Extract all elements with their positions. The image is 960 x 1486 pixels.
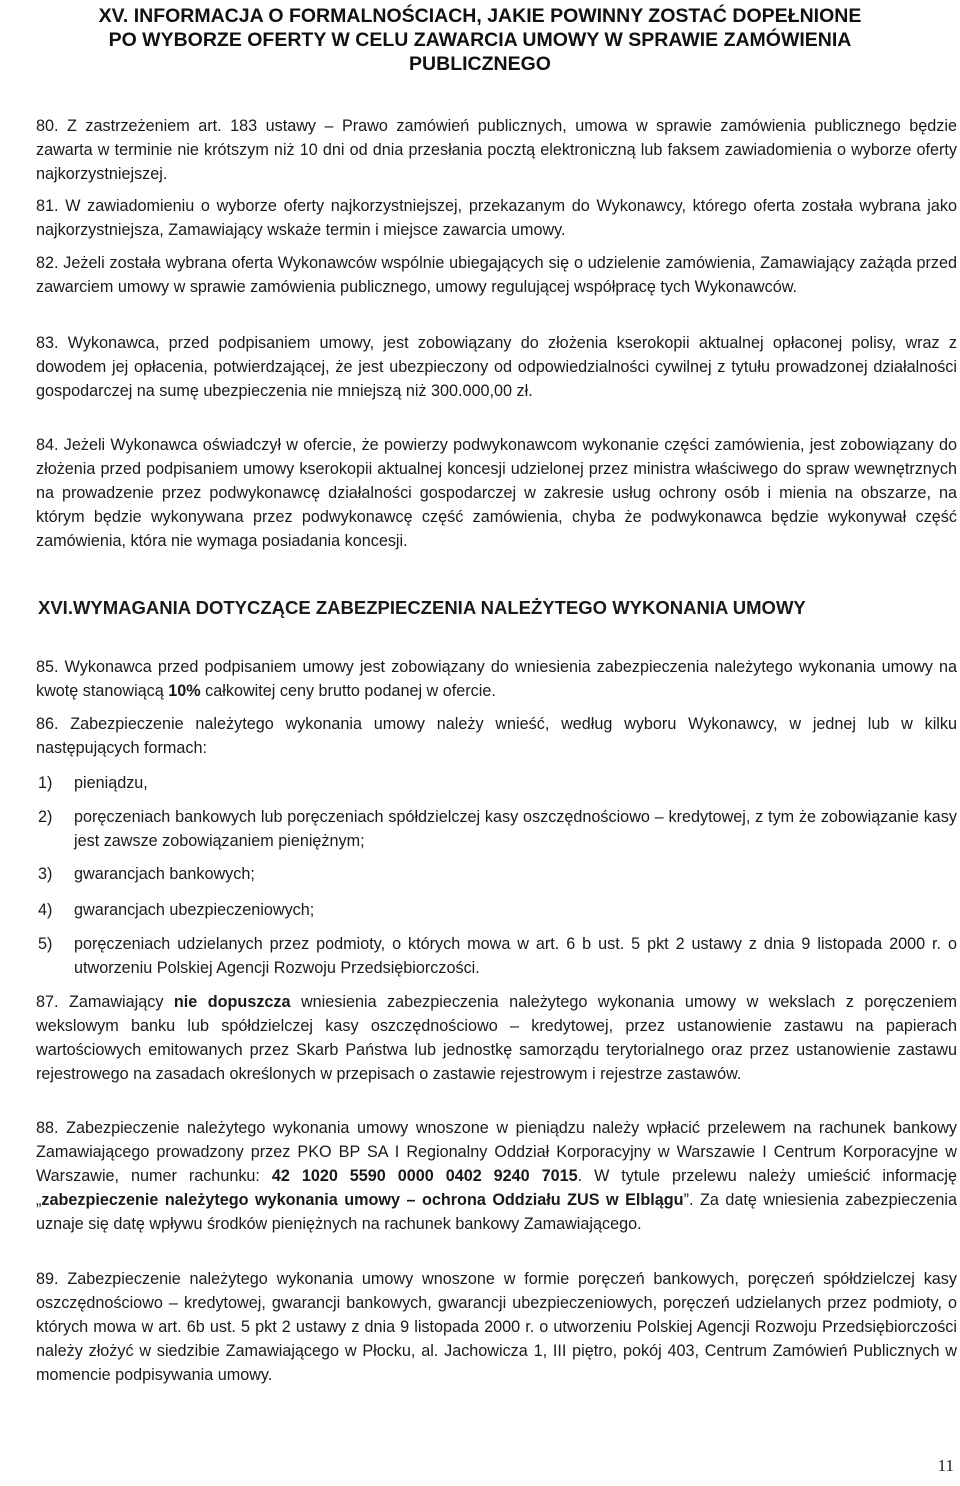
paragraph-89-text: 89. Zabezpieczenie należytego wykonania umowy wnoszone w formie poręczeń bankowych, poręczeń spółdzielczej kasy oszczędnościowo – kredytowej, gwarancji bankowych, gwarancji ubezpieczeniowych, poręczeń udzielanych przez podmioty, o których mowa w art. 6b ust. 5 pkt 2 ustawy z dnia 9 listopada 2000 r. o utworzeniu Polskiej Agencji Rozwoju Przedsiębiorczości należy złożyć w siedzibie Zamawiającego w Płocku, al. Jachowicza 1, III piętro, pokój 403, Centrum Zamówień Publicznych w momencie podpisywania umowy. <box>36 1270 957 1384</box>
paragraph-85-part-a: 85. Wykonawca przed podpisaniem umowy jest zobowiązany do wniesienia zabezpieczenia należytego wykonania umowy na kwotę stanowiącą <box>36 658 957 700</box>
paragraph-88 <box>36 1116 957 1236</box>
section-15-heading-line-1: XV. INFORMACJA O FORMALNOŚCIACH, JAKIE POWINNY ZOSTAĆ DOPEŁNIONE <box>98 5 862 27</box>
paragraph-82-text: 82. Jeżeli została wybrana oferta Wykonawców wspólnie ubiegających się o udzielenie zamówienia, Zamawiający zażąda przed zawarciem umowy w sprawie zamówienia publicznego, umowy regulującej współpracę tych Wykonawców. <box>36 254 957 296</box>
list-item <box>38 862 957 886</box>
paragraph-87-part-c: wniesienia zabezpieczenia należytego wykonania umowy w wekslach z poręczeniem wekslowym banku lub spółdzielczej kasy oszczędnościowo – kredytowej, przez ustanowienie zastawu na papierach wartościowych emitowanych przez Skarb Państwa lub jednostkę samorządu terytorialnego oraz przez ustanowienie zastawu rejestrowego na zasadach określonych w przepisach o zastawie rejestrowym i rejestrze zastawów. <box>36 993 958 1083</box>
paragraph-83 <box>36 331 957 403</box>
list-item-number: 5) <box>38 935 53 953</box>
paragraph-82 <box>36 251 957 299</box>
section-16-heading: XVI.WYMAGANIA DOTYCZĄCE ZABEZPIECZENIA NALEŻYTEGO WYKONANIA UMOWY <box>38 597 806 618</box>
paragraph-84-text: 84. Jeżeli Wykonawca oświadczył w ofercie, że powierzy podwykonawcom wykonanie części zamówienia, jest zobowiązany do złożenia przed podpisaniem umowy kserokopii aktualnej koncesji udzielonej przez ministra właściwego do spraw wewnętrznych na prowadzenie przez podwykonawcę działalności gospodarczej w zakresie usług ochrony osób i mienia na obszarze, na którym będzie wykonywana przez podwykonawcę część zamówienia, chyba że podwykonawca będzie wykonywał część zamówienia, która nie wymaga posiadania koncesji. <box>36 436 957 550</box>
list-item <box>38 898 957 922</box>
paragraph-83-text: 83. Wykonawca, przed podpisaniem umowy, jest zobowiązany do złożenia kserokopii aktualnej opłaconej polisy, wraz z dowodem jej opłacenia, potwierdzającej, że jest ubezpieczony od odpowiedzialności cywilnej z tytułu prowadzonej działalności gospodarczej na sumę ubezpieczenia nie mniejszą niż 300.000,00 zł. <box>36 334 957 400</box>
paragraph-88-part-a: 88. Zabezpieczenie należytego wykonania umowy wnoszone w pieniądzu należy wpłacić przelewem na rachunek bankowy Zamawiającego prowadzony przez PKO BP SA I Regionalny Oddział Korporacyjny w Warszawie I Centrum Korporacyjne w Warszawie, numer rachunku: <box>36 1119 957 1185</box>
list-item <box>38 932 957 980</box>
list-item-number: 4) <box>38 901 53 919</box>
paragraph-85-part-c: całkowitej ceny brutto podanej w ofercie. <box>200 682 496 700</box>
list-item-text: poręczeniach udzielanych przez podmioty, o których mowa w art. 6 b ust. 5 pkt 2 ustawy z dnia 9 listopada 2000 r. o utworzeniu Polskiej Agencji Rozwoju Przedsiębiorczości. <box>74 935 957 977</box>
list-item-number: 1) <box>38 774 53 792</box>
paragraph-87 <box>36 990 957 1086</box>
list-item-number: 3) <box>38 865 53 883</box>
paragraph-87-text <box>36 990 957 1086</box>
paragraph-85 <box>36 655 957 703</box>
paragraph-87-part-a: 87. Zamawiający <box>36 993 174 1011</box>
page-number: 11 <box>937 1456 954 1475</box>
paragraph-86 <box>36 712 957 760</box>
paragraph-88-account-number: 42 1020 5590 0000 0402 9240 7015 <box>271 1167 578 1185</box>
paragraph-84 <box>36 433 957 553</box>
list-item-text: pieniądzu, <box>74 774 148 792</box>
paragraph-81-text: 81. W zawiadomieniu o wyborze oferty najkorzystniejszej, przekazanym do Wykonawcy, którego oferta została wybrana jako najkorzystniejsza, Zamawiający wskaże termin i miejsce zawarcia umowy. <box>36 197 957 239</box>
paragraph-80-text: 80. Z zastrzeżeniem art. 183 ustawy – Prawo zamówień publicznych, umowa w sprawie zamówienia publicznego będzie zawarta w terminie nie krótszym niż 10 dni od dnia przesłania pocztą elektroniczną lub faksem zawiadomienia o wyborze oferty najkorzystniejszej. <box>36 117 957 183</box>
paragraph-87-emphasis: nie dopuszcza <box>173 993 291 1011</box>
list-item-text: gwarancjach bankowych; <box>74 865 255 883</box>
section-15-heading-line-3: PUBLICZNEGO <box>409 53 551 75</box>
paragraph-88-transfer-title: zabezpieczenie należytego wykonania umowy – ochrona Oddziału ZUS w Elblągu <box>41 1191 684 1209</box>
paragraph-81 <box>36 194 957 242</box>
list-item <box>38 805 957 853</box>
list-item-number: 2) <box>38 808 53 826</box>
list-item <box>38 771 957 795</box>
paragraph-85-text <box>36 655 957 703</box>
list-item-text: poręczeniach bankowych lub poręczeniach spółdzielczej kasy oszczędnościowo – kredytowej, z tym że zobowiązanie kasy jest zawsze zobowiązaniem pieniężnym; <box>74 808 957 850</box>
section-15-heading-line-2: PO WYBORZE OFERTY W CELU ZAWARCIA UMOWY W SPRAWIE ZAMÓWIENIA <box>108 29 852 51</box>
paragraph-89 <box>36 1267 957 1387</box>
paragraph-88-text <box>36 1116 957 1236</box>
paragraph-80 <box>36 114 957 186</box>
paragraph-86-text: 86. Zabezpieczenie należytego wykonania umowy należy wnieść, według wyboru Wykonawcy, w jednej lub w kilku następujących formach: <box>36 715 957 757</box>
paragraph-88-part-e: ”. Za datę wniesienia zabezpieczenia uznaje się datę wpływu środków pieniężnych na rachunek bankowy Zamawiającego. <box>36 1191 957 1233</box>
paragraph-85-percent: 10% <box>168 682 201 700</box>
paragraph-88-part-c: . W tytule przelewu należy umieścić informację „ <box>36 1167 957 1209</box>
list-item-text: gwarancjach ubezpieczeniowych; <box>74 901 315 919</box>
